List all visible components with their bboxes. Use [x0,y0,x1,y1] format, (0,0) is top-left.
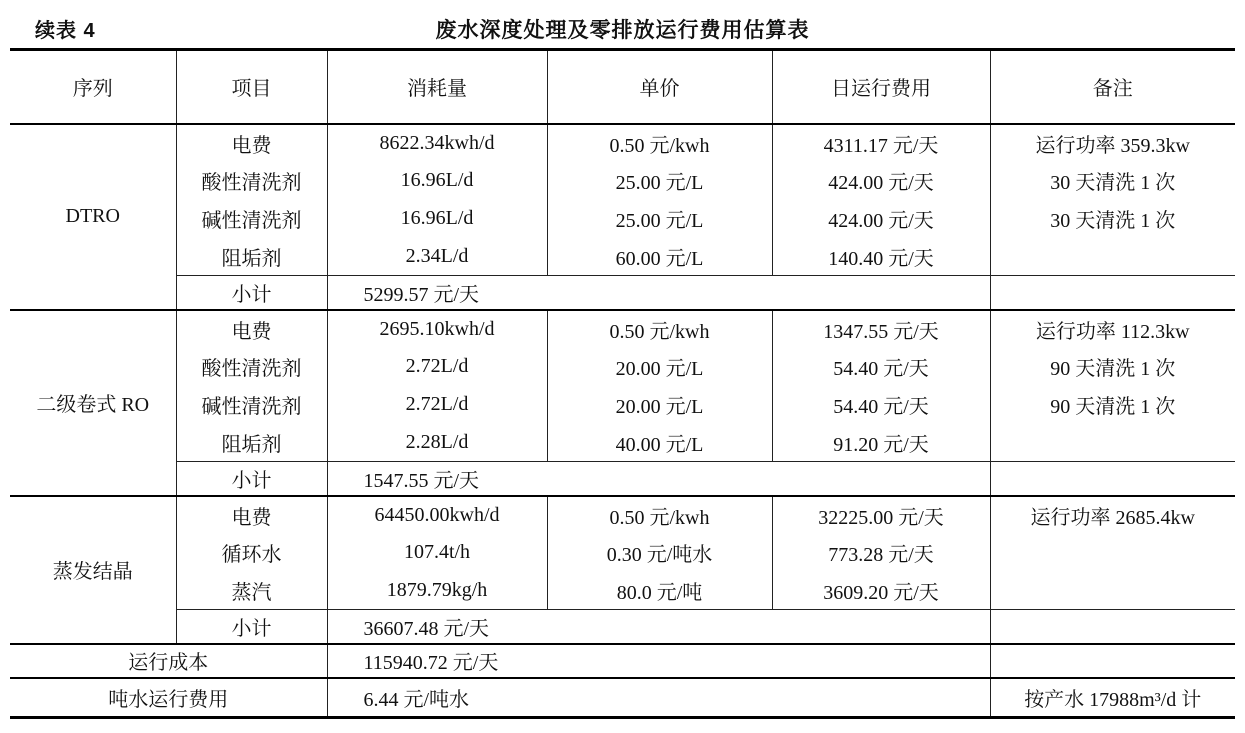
cell-consumption: 1879.79kg/h [327,572,547,610]
cell-consumption: 16.96L/d [327,200,547,238]
cell-daily-cost: 773.28 元/天 [772,534,990,572]
summary-value: 115940.72 元/天 [327,644,990,678]
group-name-ro: 二级卷式 RO [10,310,176,496]
cell-consumption: 2695.10kwh/d [327,310,547,348]
subtotal-row [10,610,1235,644]
cost-estimation-table [10,48,1235,719]
cell-note [990,238,1235,276]
cell-daily-cost: 424.00 元/天 [772,162,990,200]
summary-row-operating-cost [10,644,1235,678]
cell-daily-cost: 1347.55 元/天 [772,310,990,348]
table-title: 废水深度处理及零排放运行费用估算表 [435,19,810,42]
table-row [10,496,1235,534]
cell-consumption: 2.28L/d [327,424,547,462]
cell-item: 酸性清洗剂 [176,348,327,386]
header-consumption: 消耗量 [327,50,547,124]
cell-item: 电费 [176,496,327,534]
cell-unit-price: 80.0 元/吨 [547,572,772,610]
summary-label: 吨水运行费用 [10,678,327,718]
header-unit-price: 单价 [547,50,772,124]
table-row [10,424,1235,462]
cell-consumption: 2.72L/d [327,348,547,386]
table-row [10,572,1235,610]
cell-note: 30 天清洗 1 次 [990,162,1235,200]
cell-item: 阻垢剂 [176,424,327,462]
summary-value: 6.44 元/吨水 [327,678,990,718]
header-note: 备注 [990,50,1235,124]
table-caption-row [10,14,1235,44]
subtotal-row [10,276,1235,310]
cell-unit-price: 0.50 元/kwh [547,496,772,534]
cell-daily-cost: 91.20 元/天 [772,424,990,462]
subtotal-row [10,462,1235,496]
cell-item: 电费 [176,310,327,348]
table-row [10,348,1235,386]
cell-daily-cost: 54.40 元/天 [772,386,990,424]
cell-note: 90 天清洗 1 次 [990,386,1235,424]
cell-consumption: 2.34L/d [327,238,547,276]
cell-note: 运行功率 112.3kw [990,310,1235,348]
cell-daily-cost: 54.40 元/天 [772,348,990,386]
cell-consumption: 2.72L/d [327,386,547,424]
cell-consumption: 16.96L/d [327,162,547,200]
subtotal-value: 5299.57 元/天 [327,276,990,310]
cell-consumption: 8622.34kwh/d [327,124,547,162]
cell-unit-price: 40.00 元/L [547,424,772,462]
subtotal-label: 小计 [176,610,327,644]
cell-note [990,534,1235,572]
header-row [10,50,1235,124]
summary-label: 运行成本 [10,644,327,678]
cell-unit-price: 0.50 元/kwh [547,124,772,162]
cell-daily-cost: 32225.00 元/天 [772,496,990,534]
group-name-evaporation: 蒸发结晶 [10,496,176,644]
subtotal-note [990,462,1235,496]
cell-consumption: 107.4t/h [327,534,547,572]
cell-item: 碱性清洗剂 [176,386,327,424]
cell-note: 30 天清洗 1 次 [990,200,1235,238]
table-row [10,386,1235,424]
cell-item: 阻垢剂 [176,238,327,276]
subtotal-note [990,610,1235,644]
table-row [10,162,1235,200]
cell-unit-price: 25.00 元/L [547,200,772,238]
cell-item: 电费 [176,124,327,162]
continuation-label: 续表 4 [35,20,96,42]
cell-consumption: 64450.00kwh/d [327,496,547,534]
table-row [10,534,1235,572]
table-row [10,238,1235,276]
table-row [10,200,1235,238]
subtotal-label: 小计 [176,276,327,310]
subtotal-value: 36607.48 元/天 [327,610,990,644]
cell-item: 碱性清洗剂 [176,200,327,238]
cell-unit-price: 0.30 元/吨水 [547,534,772,572]
header-item: 项目 [176,50,327,124]
cell-daily-cost: 424.00 元/天 [772,200,990,238]
header-sequence: 序列 [10,50,176,124]
cell-daily-cost: 140.40 元/天 [772,238,990,276]
summary-row-cost-per-ton [10,678,1235,718]
cell-item: 酸性清洗剂 [176,162,327,200]
cell-daily-cost: 3609.20 元/天 [772,572,990,610]
cell-note [990,572,1235,610]
cell-unit-price: 0.50 元/kwh [547,310,772,348]
table-row [10,124,1235,162]
cell-note: 运行功率 2685.4kw [990,496,1235,534]
table-row [10,310,1235,348]
header-daily-cost: 日运行费用 [772,50,990,124]
cell-item: 蒸汽 [176,572,327,610]
cell-note: 90 天清洗 1 次 [990,348,1235,386]
subtotal-label: 小计 [176,462,327,496]
cell-unit-price: 60.00 元/L [547,238,772,276]
cell-note: 运行功率 359.3kw [990,124,1235,162]
cell-unit-price: 25.00 元/L [547,162,772,200]
subtotal-note [990,276,1235,310]
cell-item: 循环水 [176,534,327,572]
subtotal-value: 1547.55 元/天 [327,462,990,496]
group-name-dtro: DTRO [65,205,120,227]
cell-daily-cost: 4311.17 元/天 [772,124,990,162]
summary-note [990,644,1235,678]
cell-unit-price: 20.00 元/L [547,386,772,424]
cell-unit-price: 20.00 元/L [547,348,772,386]
cell-note [990,424,1235,462]
summary-note: 按产水 17988m³/d 计 [990,678,1235,718]
